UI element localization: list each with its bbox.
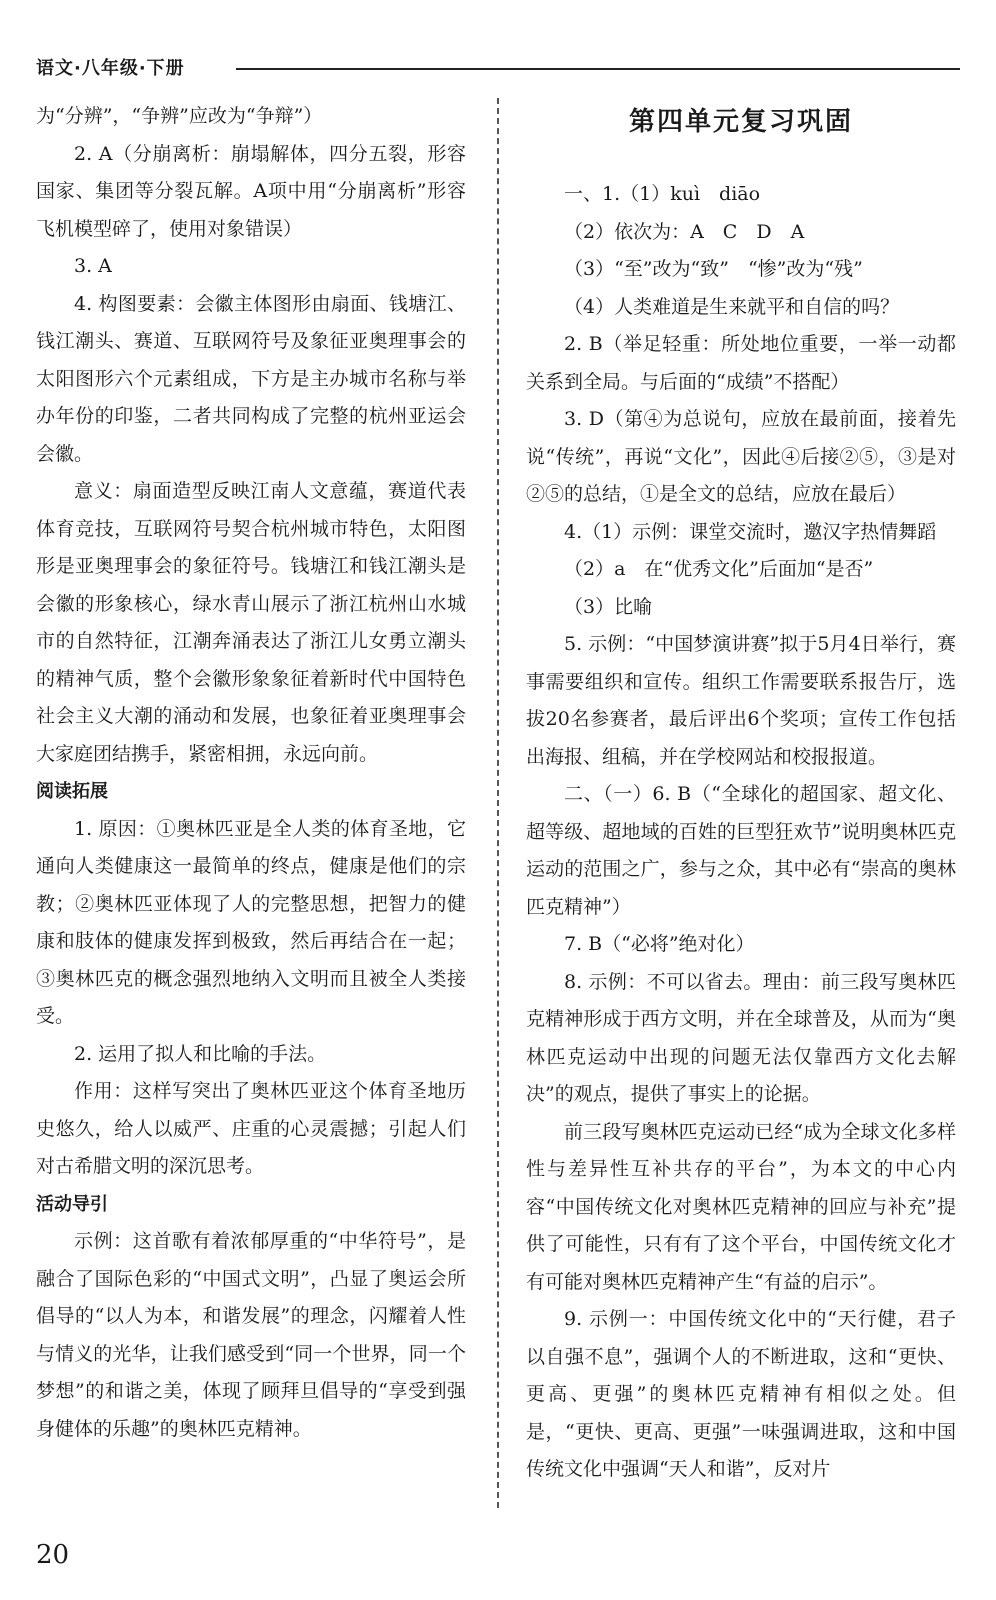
right-paragraph: （4）人类难道是生来就平和自信的吗？ (564, 295, 900, 318)
left-paragraph: 4. 构图要素：会徽主体图形由扇面、钱塘江、钱江潮头、赛道、互联网符号及象征亚奥理事会的太阳图形六个元素组成，下方是主办城市名称与举办年份的印鉴，二者共同构成了完整的杭州亚运会会徽。 (36, 292, 466, 465)
right-paragraph: 一、1.（1）kuì diāo (564, 183, 761, 205)
right-paragraph: 8. 示例：不可以省去。理由：前三段写奥林匹克精神形成于西方文明，并在全球普及，从而为“奥林匹克运动中出现的问题无法仅靠西方文化去解决”的观点，提供了事实上的论据。 (526, 970, 956, 1105)
reading-paragraph: 2. 运用了拟人和比喻的手法。 (74, 1042, 327, 1065)
left-paragraph: 意义：扇面造型反映江南人文意蕴，赛道代表体育竞技，互联网符号契合杭州城市特色，太阳图形是亚奥理事会的象征符号。钱塘江和钱江潮头是会徽的形象核心，绿水青山展示了浙江杭州山水城市的自然特征，江潮奔涌表达了浙江儿女勇立潮头的精神气质，整个会徽形象象征着新时代中国特色社会主义大潮的涌动和发展，也象征着亚奥理事会大家庭团结携手，紧密相拥，永远向前。 (36, 480, 466, 765)
right-paragraph: 5. 示例：“中国梦演讲赛”拟于5月4日举行，赛事需要组织和宣传。组织工作需要联系报告厅，选拔20名参赛者，最后评出6个奖项；宣传工作包括出海报、组稿，并在学校网站和校报报道。 (526, 633, 956, 768)
activity-paragraph: 示例：这首歌有着浓郁厚重的“中华符号”，是融合了国际色彩的“中国式文明”，凸显了奥运会所倡导的“以人为本，和谐发展”的理念，闪耀着人性与情义的光华，让我们感受到“同一个世界，同一个梦想”的和谐之美，体现了顾拜旦倡导的“享受到强身健体的乐趣”的奥林匹克精神。 (36, 1230, 466, 1440)
left-paragraph: 2. A（分崩离析：崩塌解体，四分五裂，形容国家、集团等分裂瓦解。A项中用“分崩离析”形容飞机模型碎了，使用对象错误） (36, 142, 466, 240)
header-rule (236, 68, 960, 70)
page-header (36, 48, 960, 88)
page-number: 20 (36, 1540, 70, 1570)
left-paragraph: 3. A (74, 255, 112, 277)
right-paragraph: 9. 示例一：中国传统文化中的“天行健，君子以自强不息”，强调个人的不断进取，这和“更快、更高、更强”的奥林匹克精神有相似之处。但是，“更快、更高、更强”一味强调进取，这和中国传统文化中强调“天人和谐”，反对片 (526, 1308, 956, 1480)
right-paragraph: 7. B（“必将”绝对化） (564, 933, 755, 955)
left-paragraph: 为“分辨”，“争辨”应改为“争辩”） (36, 105, 323, 127)
activity-heading: 活动导引 (36, 1193, 108, 1215)
right-paragraph: 前三段写奥林匹克运动已经“成为全球文化多样性与差异性互补共存的平台”，为本文的中心内容“中国传统文化对奥林匹克精神的回应与补充”提供了可能性，只有有了这个平台，中国传统文化才有可能对奥林匹克精神产生“有益的启示”。 (526, 1120, 956, 1293)
right-paragraph: 2. B（举足轻重：所处地位重要，一举一动都关系到全局。与后面的“成绩”不搭配） (526, 333, 956, 393)
right-paragraph: （2）依次为：A C D A (564, 220, 805, 243)
reading-paragraph: 1. 原因：①奥林匹亚是全人类的体育圣地，它通向人类健康这一最简单的终点，健康是他们的宗教；②奥林匹亚体现了人的完整思想，把智力的健康和肢体的健康发挥到极致，然后再结合在一起；③奥林匹克的概念强烈地纳入文明而且被全人类接受。 (36, 817, 466, 1027)
left-column (36, 98, 466, 1448)
right-paragraph: 3. D（第④为总说句，应放在最前面，接着先说“传统”，再说“文化”，因此④后接②⑤，③是对②⑤的总结，①是全文的总结，应放在最后） (526, 408, 956, 505)
reading-heading: 阅读拓展 (36, 781, 108, 802)
right-paragraph: （3）“至”改为“致” “惨”改为“残” (564, 258, 863, 280)
reading-paragraph: 作用：这样写突出了奥林匹亚这个体育圣地历史悠久，给人以威严、庄重的心灵震撼；引起人们对古希腊文明的深沉思考。 (36, 1080, 466, 1177)
right-column (526, 98, 956, 1489)
right-paragraph: （3）比喻 (564, 595, 653, 618)
right-paragraph: 二、（一）6. B（“全球化的超国家、超文化、超等级、超地域的百姓的巨型狂欢节”说明奥林匹克运动的范围之广，参与之众，其中必有“崇高的奥林匹克精神”） (526, 783, 956, 918)
right-paragraph: （2）a 在“优秀文化”后面加“是否” (564, 558, 874, 580)
section-title: 第四单元复习巩固 (628, 107, 853, 137)
header-title: 语文·八年级·下册 (36, 58, 185, 79)
column-divider (497, 98, 499, 1508)
right-paragraph: 4.（1）示例：课堂交流时，邀汉字热情舞蹈 (564, 520, 937, 543)
